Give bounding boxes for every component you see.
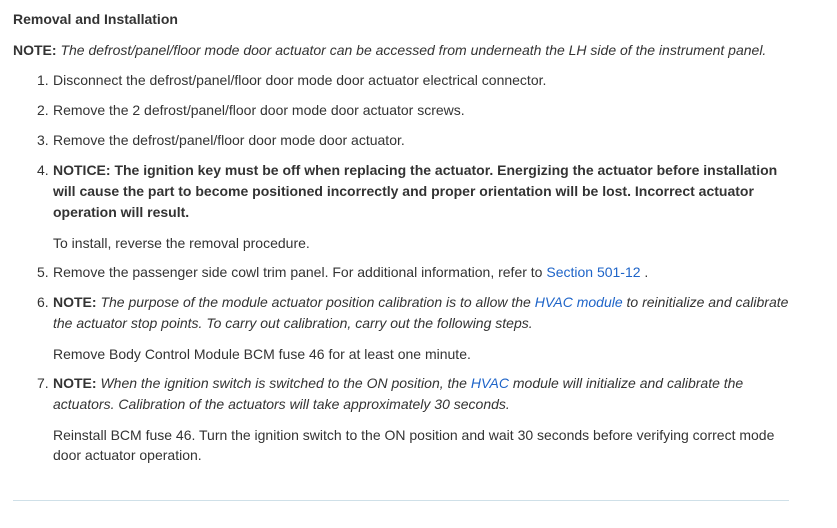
hvac-link[interactable]: HVAC [470,375,509,391]
step-number: 2. [37,102,49,118]
step-text-tail: . [640,264,649,280]
note-text-tail: to reinitialize and calibrate the actuator stop points. To carry out calibration, carry out the following steps. [53,294,789,331]
divider [13,500,789,501]
step-2 [13,100,803,121]
step-7 [13,373,803,465]
note-label: NOTE: [13,42,57,58]
step-number: 1. [37,72,49,88]
step-note [53,292,803,334]
steps-list [13,70,803,465]
step-extra-text: To install, reverse the removal procedure. [53,235,310,251]
note-text-tail: module will initialize and calibrate the actuators. Calibration of the actuators will take approximately 30 seconds. [53,375,744,412]
note-label: NOTE: [53,294,97,310]
step-1 [13,70,803,91]
step-text: Remove the defrost/panel/floor door mode door actuator. [53,132,405,148]
step-extra-text: Reinstall BCM fuse 46. Turn the ignition switch to the ON position and wait 30 seconds before verifying correct mode door actuator operation. [53,427,775,463]
notice-text: NOTICE: The ignition key must be off when replacing the actuator. Energizing the actuator before installation will cause the part to become positioned incorrectly and proper orientation will be lost. Incorrect actuator operation will result. [53,162,778,220]
note-label: NOTE: [53,375,97,391]
step-number: 7. [37,375,49,391]
note-text: The defrost/panel/floor mode door actuator can be accessed from underneath the LH side of the instrument panel. [56,42,767,58]
section-link[interactable]: Section 501-12 [546,264,641,280]
note-text: The purpose of the module actuator position calibration is to allow the [96,294,535,310]
step-text: Remove the 2 defrost/panel/floor door mode door actuator screws. [53,102,465,118]
note-text: When the ignition switch is switched to the ON position, the [96,375,471,391]
step-4 [13,160,803,253]
step-text: Remove the passenger side cowl trim panel. For additional information, refer to [53,264,547,280]
procedure-content [13,9,803,474]
step-note [53,373,803,415]
step-text: Disconnect the defrost/panel/floor door mode door actuator electrical connector. [53,72,547,88]
step-5 [13,262,803,283]
step-number: 4. [37,162,49,178]
step-extra-text: Remove Body Control Module BCM fuse 46 for at least one minute. [53,346,471,362]
step-number: 6. [37,294,49,310]
step-number: 5. [37,264,49,280]
hvac-module-link[interactable]: HVAC module [534,294,623,310]
intro-note [13,40,803,60]
step-6 [13,292,803,364]
step-3 [13,130,803,151]
step-number: 3. [37,132,49,148]
section-title: Removal and Installation [13,11,178,27]
